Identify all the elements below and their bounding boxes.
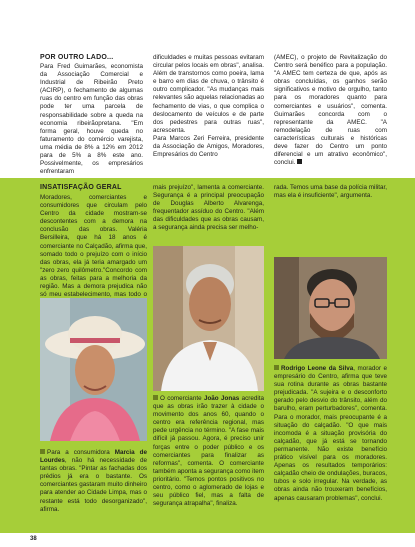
portrait-bearded-man-illustration: [274, 257, 387, 359]
caption-text: acredita que as obras irão trazer à cidade o movimento dos anos 60, quando o centro era referência regional, mas pede urgência no término. "A fase mais difícil já passou. Agora, é preciso unir forças entre o poder público e os comerciantes para finalizar as reformas", comenta. O comerciante também aponta a segurança como item prioritário. "Temos pontos positivos no centro, como o aglomerado de lojas e seu público fiel, mas a falta de segurança atrapalha", finaliza.: [153, 395, 264, 508]
caption-person-name: Rodrigo Leone da Silva: [281, 365, 354, 372]
caption-rodrigo-leone-da-silva: [274, 365, 387, 503]
caption-person-name: Marcia de Lourdes: [40, 449, 147, 465]
photo-rodrigo-leone-da-silva: [274, 257, 387, 359]
section-heading-por-outro-lado: POR OUTRO LADO...: [40, 54, 114, 61]
photo-joao-jonas: [153, 246, 264, 391]
top-column-3-text: (AMEC), o projeto de Revitalização do Centro será benéfico para a população. "A AMEC tem certeza de que, após as obras concluídas, os ganhos serão significativos e motivo de orgulho, tanto para os moradores quanto para comerciantes e usuários", comenta. Guimarães concorda com o representante da AMEC. "A remodelação de ruas com características culturais e históricas deve fazer do Centro um ponto diferencial e um atrativo econômico", conclui.: [274, 54, 387, 167]
green-column-3: rada. Temos uma base da polícia militar, mas ela é insuficiente", argumenta.: [274, 184, 387, 200]
section-heading-insatisfacao-geral: INSATISFAÇÃO GERAL: [40, 184, 122, 191]
caption-lead: O comerciante: [160, 395, 204, 402]
page-number: 38: [30, 536, 37, 542]
green-column-1: Moradores, comerciantes e consumidores que circulam pelo Centro da cidade mostram-se descontentes com a demora na conclusão das obras. Valéria Bersilleira, que há 18 anos é comerciante no Calçadão, afirma que, somado todo o prejuízo com o início das obras, ela já teria amargado um "zero zero quilômetro."Concordo com as obras, feitas para a melhoria da região. Mas a demora prejudica não só meu estabelecimento, mas todo o: [40, 194, 147, 299]
photo-marcia-de-lourdes: [40, 298, 147, 441]
caption-person-name: João Jonas: [203, 395, 240, 402]
end-of-article-mark: [297, 159, 302, 164]
caption-bullet-icon: [153, 395, 158, 400]
caption-marcia-de-lourdes: [40, 449, 147, 514]
top-column-2: dificuldades e muitas pessoas evitaram circular pelos locais em obras", analisa. Além de transtornos como poeira, lama e barro em dias de chuva, o trânsito é outro complicador. "As mudanças mais relevantes são aquelas relacionadas ao fechamento de vias, o que complica o deslocamento de veículos e de parte dos pedestres para outras ruas", acrescenta. Para Marcos Zeri Ferreira, presidente da Associação de Amigos, Moradores, Empresários do Centro: [153, 54, 264, 159]
caption-lead: Para a consumidora: [47, 449, 115, 456]
top-column-1: Para Fred Guimarães, economista da Associação Comercial e Industrial de Ribeirão Preto (ACIRP), o fechamento de algumas ruas do centro em função das obras pode ter uma parcela de responsabilidade sobre a queda na economia ribeirãopretana. "Em forma geral, houve queda no faturamento do comércio varejista, uma média de 8% a 12% em 2012 para de 5% a 8% este ano. Possivelmente, os empresários enfrentaram: [40, 63, 143, 176]
caption-text: , morador e empresário do Centro, afirma que teve sua rotina durante as obras bastante prejudicada. "A sujeira e o desconforto gerado pelo desvio do trânsito, além do barulho, eram perturbadores", comenta. Para o morador, mais preocupante é a situação do calçadão. "O que mais incomoda é a situação provisória do calçadão, que já está se tornando permanente. Não existe benefício prático visível para os moradores. Apenas os resultados temporários: calçadão cheio de ondulações, buracos, tubos e solo irregular. Na verdade, as obras ainda não trouxeram benefícios, apenas causaram problemas", conclui.: [274, 365, 387, 502]
portrait-man-street-illustration: [153, 246, 264, 391]
caption-bullet-icon: [40, 449, 45, 454]
green-column-2: mais prejuízo", lamenta a comerciante. Segurança é a principal preocupação de Douglas Alberto Alvarenga, frequentador assíduo do Centro. "Além das dificuldades que as obras causam, a segurança ainda precisa ser melho-: [153, 184, 264, 232]
caption-text: , não há necessidade de tantas obras. "Pintar as fachadas dos prédios já era o bastante. Os comerciantes gastaram muito dinheiro para atender ao Cidade Limpa, mas o restante está todo desorganizado", afirma.: [40, 457, 147, 513]
caption-joao-jonas: [153, 395, 264, 508]
top-column-3: [274, 54, 387, 167]
caption-bullet-icon: [274, 365, 279, 370]
portrait-woman-hat-illustration: [40, 298, 147, 441]
